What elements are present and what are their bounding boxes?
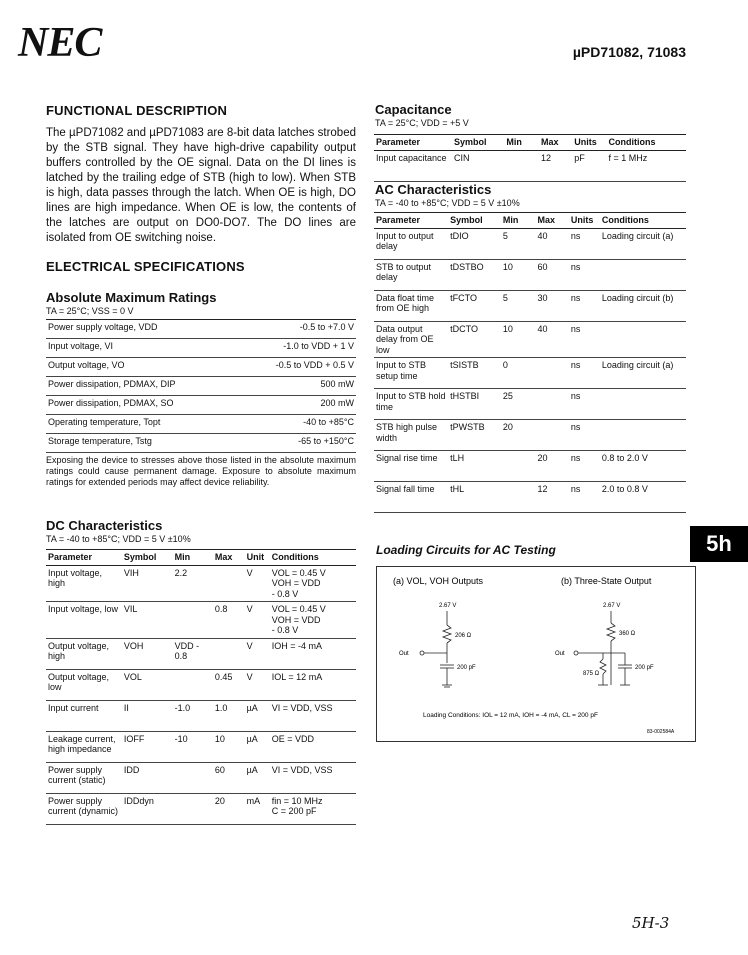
ac-cell: tPWSTB: [448, 420, 501, 451]
ac-cell: 0.8 to 2.0 V: [600, 451, 686, 482]
table-row: [374, 482, 686, 513]
dc-cell: [213, 565, 245, 602]
table-row: [46, 602, 356, 639]
absmax-value: -40 to +85°C: [237, 415, 356, 434]
functional-title: FUNCTIONAL DESCRIPTION: [46, 103, 228, 118]
ac-cell: Loading circuit (b): [600, 290, 686, 321]
absmax-value: -0.5 to +7.0 V: [237, 320, 356, 339]
dc-title: DC Characteristics: [46, 518, 163, 533]
ac-cell: ns: [569, 290, 600, 321]
ac-header: Parameter: [374, 213, 448, 229]
table-row: [46, 700, 356, 731]
capacitance-cell: CIN: [452, 150, 504, 181]
capacitance-cell: f = 1 MHz: [606, 150, 686, 181]
dc-cell: Leakage current, high impedance: [46, 731, 122, 762]
ac-header: Conditions: [600, 213, 686, 229]
circuit-b-label: (b) Three-State Output: [561, 576, 652, 586]
capacitance-table: [374, 134, 686, 182]
circuit-b-out: Out: [555, 651, 565, 657]
dc-header: Conditions: [270, 550, 356, 566]
absmax-conditions: TA = 25°C; VSS = 0 V: [46, 306, 134, 316]
dc-cell: OE = VDD: [270, 731, 356, 762]
ac-conditions: TA = -40 to +85°C; VDD = 5 V ±10%: [375, 198, 520, 208]
dc-cell: VOL = 0.45 V VOH = VDD - 0.8 V: [270, 565, 356, 602]
resistor-b-top: [607, 623, 615, 641]
ac-cell: 60: [536, 259, 569, 290]
dc-cell: Power supply current (dynamic): [46, 793, 122, 824]
circuit-b-res-left: 875 Ω: [583, 671, 600, 677]
ac-cell: ns: [569, 389, 600, 420]
absmax-param: Power dissipation, PDMAX, SO: [46, 396, 237, 415]
ac-cell: Loading circuit (a): [600, 358, 686, 389]
capacitance-cell: pF: [572, 150, 606, 181]
dc-cell: [173, 762, 213, 793]
ac-cell: Data float time from OE high: [374, 290, 448, 321]
table-row: [374, 358, 686, 389]
ac-cell: ns: [569, 420, 600, 451]
absmax-value: -65 to +150°C: [237, 434, 356, 453]
table-row: [46, 339, 356, 358]
dc-header: Max: [213, 550, 245, 566]
loading-circuits-figure: [376, 566, 696, 742]
dc-cell: [173, 602, 213, 639]
ac-cell: tDSTBO: [448, 259, 501, 290]
ac-header: Units: [569, 213, 600, 229]
dc-cell: VDD - 0.8: [173, 638, 213, 669]
absmax-value: 500 mW: [237, 377, 356, 396]
dc-cell: 10: [213, 731, 245, 762]
electrical-title: ELECTRICAL SPECIFICATIONS: [46, 259, 245, 274]
table-header: [374, 135, 686, 151]
absmax-param: Storage temperature, Tstg: [46, 434, 237, 453]
circuit-a-res: 206 Ω: [455, 633, 472, 639]
ac-cell: tDIO: [448, 228, 501, 259]
table-row: [374, 420, 686, 451]
absmax-param: Operating temperature, Topt: [46, 415, 237, 434]
dc-cell: VIL: [122, 602, 173, 639]
table-row: [46, 565, 356, 602]
table-row: [46, 669, 356, 700]
absmax-param: Input voltage, VI: [46, 339, 237, 358]
figure-caption: Loading Conditions: IOL = 12 mA, IOH = -4 mA, CL = 200 pF: [423, 712, 598, 719]
circuit-a-label: (a) VOL, VOH Outputs: [393, 576, 484, 586]
dc-header: Unit: [245, 550, 270, 566]
table-row: [46, 638, 356, 669]
circuit-a-out: Out: [399, 651, 409, 657]
table-row: [46, 377, 356, 396]
ac-cell: [501, 451, 536, 482]
dc-cell: Output voltage, high: [46, 638, 122, 669]
ac-cell: 5: [501, 228, 536, 259]
table-row: [374, 150, 686, 181]
dc-cell: V: [245, 565, 270, 602]
ac-cell: 2.0 to 0.8 V: [600, 482, 686, 513]
dc-cell: -10: [173, 731, 213, 762]
capacitance-cell: [504, 150, 539, 181]
dc-cell: fin = 10 MHz C = 200 pF: [270, 793, 356, 824]
ac-cell: tFCTO: [448, 290, 501, 321]
dc-cell: VIH: [122, 565, 173, 602]
dc-cell: V: [245, 669, 270, 700]
ac-cell: 20: [536, 451, 569, 482]
ac-cell: [536, 389, 569, 420]
table-row: [46, 415, 356, 434]
ac-cell: ns: [569, 358, 600, 389]
resistor-a: [443, 625, 451, 643]
ac-cell: 25: [501, 389, 536, 420]
dc-cell: VOL: [122, 669, 173, 700]
circuit-b-res-top: 360 Ω: [619, 631, 636, 637]
dc-cell: 2.2: [173, 565, 213, 602]
capacitance-header: Max: [539, 135, 572, 151]
ac-header: Min: [501, 213, 536, 229]
capacitance-header: Units: [572, 135, 606, 151]
absmax-value: -0.5 to VDD + 0.5 V: [237, 358, 356, 377]
table-row: [46, 320, 356, 339]
dc-cell: 0.8: [213, 602, 245, 639]
dc-cell: 1.0: [213, 700, 245, 731]
absmax-value: 200 mW: [237, 396, 356, 415]
dc-cell: [173, 793, 213, 824]
page-number: 5H-3: [632, 914, 670, 932]
ac-cell: 40: [536, 321, 569, 358]
dc-cell: Power supply current (static): [46, 762, 122, 793]
circuit-b-cap: 200 pF: [635, 665, 654, 671]
dc-cell: VOH: [122, 638, 173, 669]
capacitance-header: Symbol: [452, 135, 504, 151]
ac-cell: Input to output delay: [374, 228, 448, 259]
part-number: µPD71082, 71083: [572, 44, 686, 60]
absmax-table: [46, 319, 356, 453]
dc-cell: V: [245, 602, 270, 639]
figure-title: Loading Circuits for AC Testing: [376, 543, 556, 557]
capacitance-conditions: TA = 25°C; VDD = +5 V: [375, 118, 469, 128]
dc-cell: µA: [245, 762, 270, 793]
ac-header: Symbol: [448, 213, 501, 229]
dc-cell: IOL = 12 mA: [270, 669, 356, 700]
dc-cell: V: [245, 638, 270, 669]
dc-cell: Input voltage, low: [46, 602, 122, 639]
dc-cell: IDDdyn: [122, 793, 173, 824]
ac-cell: Signal rise time: [374, 451, 448, 482]
dc-cell: VI = VDD, VSS: [270, 762, 356, 793]
dc-table: [46, 549, 356, 825]
absmax-value: -1.0 to VDD + 1 V: [237, 339, 356, 358]
dc-header: Symbol: [122, 550, 173, 566]
ac-cell: 10: [501, 259, 536, 290]
ac-cell: [600, 259, 686, 290]
absmax-param: Power dissipation, PDMAX, DIP: [46, 377, 237, 396]
nec-logo: NEC: [18, 20, 102, 66]
table-row: [46, 434, 356, 453]
ac-cell: Input to STB setup time: [374, 358, 448, 389]
ac-cell: [501, 482, 536, 513]
ac-cell: 40: [536, 228, 569, 259]
ac-cell: 0: [501, 358, 536, 389]
dc-cell: IOFF: [122, 731, 173, 762]
dc-cell: µA: [245, 731, 270, 762]
dc-cell: [173, 669, 213, 700]
ac-header: Max: [536, 213, 569, 229]
ac-cell: [536, 358, 569, 389]
dc-cell: 0.45: [213, 669, 245, 700]
dc-cell: II: [122, 700, 173, 731]
resistor-b-left: [600, 659, 606, 674]
ac-cell: tSISTB: [448, 358, 501, 389]
ac-cell: ns: [569, 259, 600, 290]
absmax-param: Output voltage, VO: [46, 358, 237, 377]
ac-cell: Loading circuit (a): [600, 228, 686, 259]
ac-cell: Signal fall time: [374, 482, 448, 513]
capacitance-header: Parameter: [374, 135, 452, 151]
dc-cell: 60: [213, 762, 245, 793]
dc-cell: mA: [245, 793, 270, 824]
absmax-title: Absolute Maximum Ratings: [46, 290, 217, 305]
ac-cell: 20: [501, 420, 536, 451]
dc-cell: Input voltage, high: [46, 565, 122, 602]
table-row: [46, 396, 356, 415]
ac-cell: [600, 321, 686, 358]
capacitance-header: Conditions: [606, 135, 686, 151]
dc-cell: VOL = 0.45 V VOH = VDD - 0.8 V: [270, 602, 356, 639]
dc-cell: Output voltage, low: [46, 669, 122, 700]
absmax-param: Power supply voltage, VDD: [46, 320, 237, 339]
dc-header: Min: [173, 550, 213, 566]
table-row: [374, 389, 686, 420]
ac-cell: [600, 420, 686, 451]
capacitance-header: Min: [504, 135, 539, 151]
ac-cell: ns: [569, 228, 600, 259]
dc-cell: IOH = -4 mA: [270, 638, 356, 669]
ac-cell: tLH: [448, 451, 501, 482]
ac-cell: [600, 389, 686, 420]
table-row: [46, 358, 356, 377]
table-header: [374, 213, 686, 229]
table-row: [374, 290, 686, 321]
dc-cell: [213, 638, 245, 669]
dc-cell: IDD: [122, 762, 173, 793]
capacitance-cell: 12: [539, 150, 572, 181]
table-row: [374, 451, 686, 482]
table-row: [46, 793, 356, 824]
ac-cell: ns: [569, 321, 600, 358]
section-tab: 5h: [690, 526, 748, 562]
dc-cell: VI = VDD, VSS: [270, 700, 356, 731]
functional-text: The µPD71082 and µPD71083 are 8-bit data latches strobed by the STB signal. They have high-drive capability output buffers controlled by the OE signal. Data on the DI lines is latched by the trailing edge of STB (high to low). When STB is high, data passes through the latch. When OE is high, DO lines are high impedance. When OE is low, the contents of the latches are output on DO0-DO7. The DO lines are isolated from OE switching noise.: [46, 127, 356, 244]
dc-cell: 20: [213, 793, 245, 824]
circuit-a-cap: 200 pF: [457, 665, 476, 671]
circuit-b-vcc: 2.67 V: [603, 603, 621, 609]
absmax-note: Exposing the device to stresses above those listed in the absolute maximum ratings could cause permanent damage. Exposure to absolute maximum ratings for extended periods may affect device reliability.: [46, 455, 356, 487]
ac-cell: tHSTBI: [448, 389, 501, 420]
table-row: [374, 228, 686, 259]
table-row: [46, 762, 356, 793]
ac-cell: tHL: [448, 482, 501, 513]
capacitance-cell: Input capacitance: [374, 150, 452, 181]
ac-cell: 30: [536, 290, 569, 321]
dc-cell: -1.0: [173, 700, 213, 731]
ac-cell: STB high pulse width: [374, 420, 448, 451]
dc-cell: Input current: [46, 700, 122, 731]
ac-cell: 12: [536, 482, 569, 513]
figure-code: 83-002584A: [647, 729, 675, 735]
ac-cell: STB to output delay: [374, 259, 448, 290]
ac-cell: 5: [501, 290, 536, 321]
ac-table: [374, 212, 686, 513]
table-row: [374, 259, 686, 290]
ac-title: AC Characteristics: [375, 182, 492, 197]
dc-cell: µA: [245, 700, 270, 731]
table-row: [374, 321, 686, 358]
capacitance-title: Capacitance: [375, 102, 452, 117]
ac-cell: Input to STB hold time: [374, 389, 448, 420]
dc-conditions: TA = -40 to +85°C; VDD = 5 V ±10%: [46, 534, 191, 544]
ac-cell: Data output delay from OE low: [374, 321, 448, 358]
ac-cell: tDCTO: [448, 321, 501, 358]
ac-cell: ns: [569, 451, 600, 482]
ac-cell: [536, 420, 569, 451]
table-header: [46, 550, 356, 566]
dc-header: Parameter: [46, 550, 122, 566]
ac-cell: 10: [501, 321, 536, 358]
table-row: [46, 731, 356, 762]
circuit-a-vcc: 2.67 V: [439, 603, 457, 609]
ac-cell: ns: [569, 482, 600, 513]
